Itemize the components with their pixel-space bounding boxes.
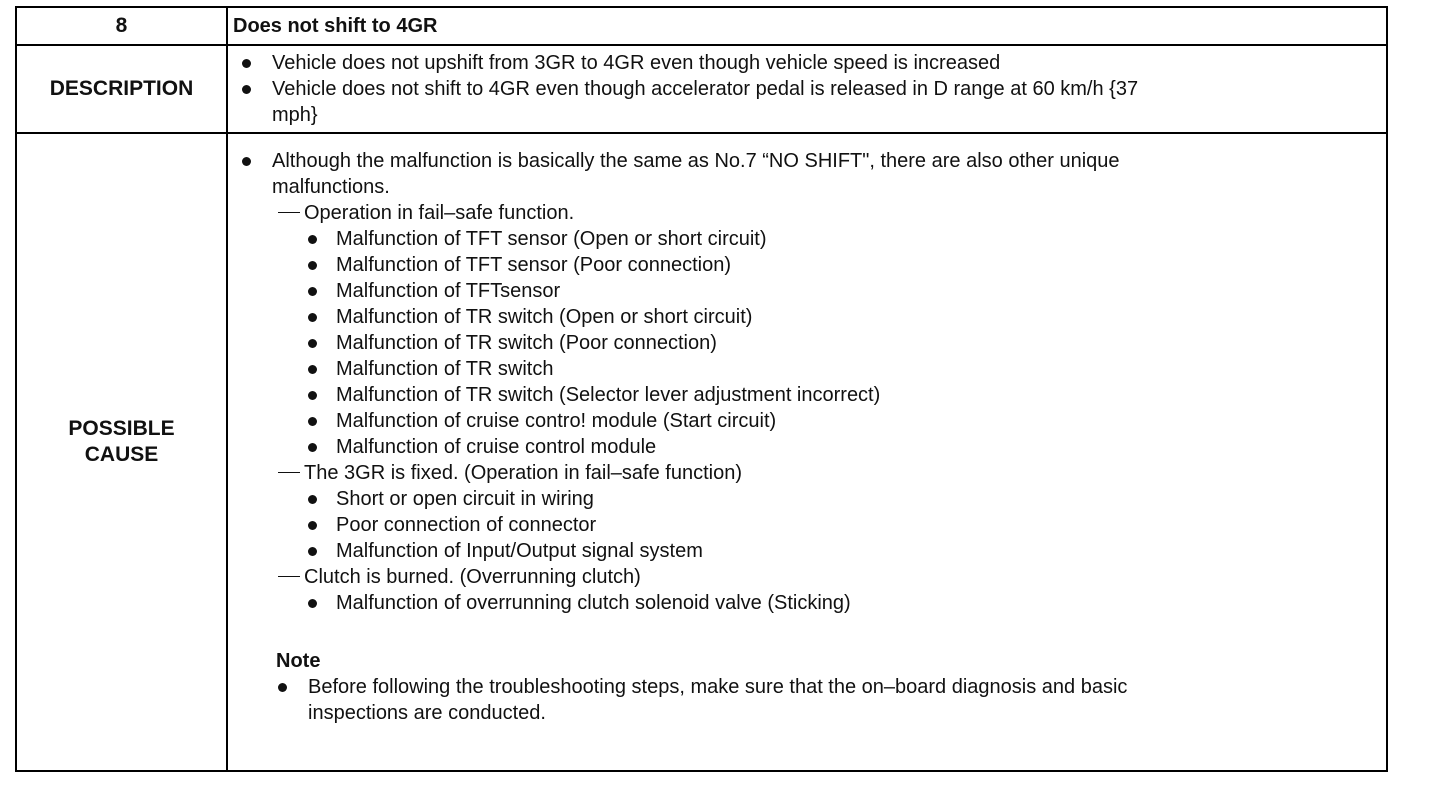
bullet-icon xyxy=(308,521,317,530)
list-item: Malfunction of TR switch xyxy=(228,356,1386,382)
bullet-icon xyxy=(308,261,317,270)
list-item: Short or open circuit in wiring xyxy=(228,486,1386,512)
list-item: Malfunction of TR switch (Poor connection) xyxy=(228,330,1386,356)
list-item: Malfunction of TFTsensor xyxy=(228,278,1386,304)
bullet-icon xyxy=(242,85,251,94)
note-heading: Note xyxy=(276,650,321,672)
bullet-icon xyxy=(242,59,251,68)
bullet-icon xyxy=(308,365,317,374)
group-heading: Clutch is burned. (Overrunning clutch) xyxy=(228,564,1386,590)
group-heading: The 3GR is fixed. (Operation in fail–safe function) xyxy=(228,460,1386,486)
cause-intro-continuation: malfunctions. xyxy=(272,176,390,198)
list-item: Vehicle does not upshift from 3GR to 4GR even though vehicle speed is increased xyxy=(228,50,1386,76)
row-number: 8 xyxy=(115,14,128,37)
list-item: Vehicle does not shift to 4GR even though accelerator pedal is released in D range at 60 km/h {37 xyxy=(228,76,1386,102)
bullet-icon xyxy=(308,391,317,400)
bullet-icon xyxy=(242,157,251,166)
cause-intro: Although the malfunction is basically the same as No.7 “NO SHIFT", there are also other unique xyxy=(228,148,1386,174)
possible-cause-label: POSSIBLE CAUSE xyxy=(68,417,175,466)
list-item: Malfunction of TR switch (Selector lever adjustment incorrect) xyxy=(228,382,1386,408)
bullet-icon xyxy=(308,599,317,608)
list-item: Poor connection of connector xyxy=(228,512,1386,538)
bullet-icon xyxy=(308,287,317,296)
bullet-icon xyxy=(278,683,287,692)
list-item: Malfunction of cruise control module xyxy=(228,434,1386,460)
dash-icon xyxy=(278,576,300,577)
list-item-continuation: mph} xyxy=(272,104,318,126)
description-label: DESCRIPTION xyxy=(49,77,194,100)
bullet-icon xyxy=(308,313,317,322)
note-text-continuation: inspections are conducted. xyxy=(308,702,546,724)
bullet-icon xyxy=(308,417,317,426)
dash-icon xyxy=(278,212,300,213)
list-item: Malfunction of Input/Output signal system xyxy=(228,538,1386,564)
dash-icon xyxy=(278,472,300,473)
list-item: Malfunction of cruise contro! module (Start circuit) xyxy=(228,408,1386,434)
bullet-icon xyxy=(308,339,317,348)
row-title: Does not shift to 4GR xyxy=(233,15,438,37)
list-item: Malfunction of TFT sensor (Poor connection) xyxy=(228,252,1386,278)
group-heading: Operation in fail–safe function. xyxy=(228,200,1386,226)
list-item: Malfunction of overrunning clutch solenoid valve (Sticking) xyxy=(228,590,1386,616)
bullet-icon xyxy=(308,235,317,244)
bullet-icon xyxy=(308,443,317,452)
list-item: Malfunction of TFT sensor (Open or short circuit) xyxy=(228,226,1386,252)
troubleshooting-table xyxy=(15,6,1388,772)
bullet-icon xyxy=(308,547,317,556)
bullet-icon xyxy=(308,495,317,504)
list-item: Malfunction of TR switch (Open or short circuit) xyxy=(228,304,1386,330)
description-list xyxy=(228,50,1386,128)
possible-cause-list xyxy=(228,148,1386,726)
note-text: Before following the troubleshooting steps, make sure that the on–board diagnosis and basic xyxy=(228,674,1386,700)
